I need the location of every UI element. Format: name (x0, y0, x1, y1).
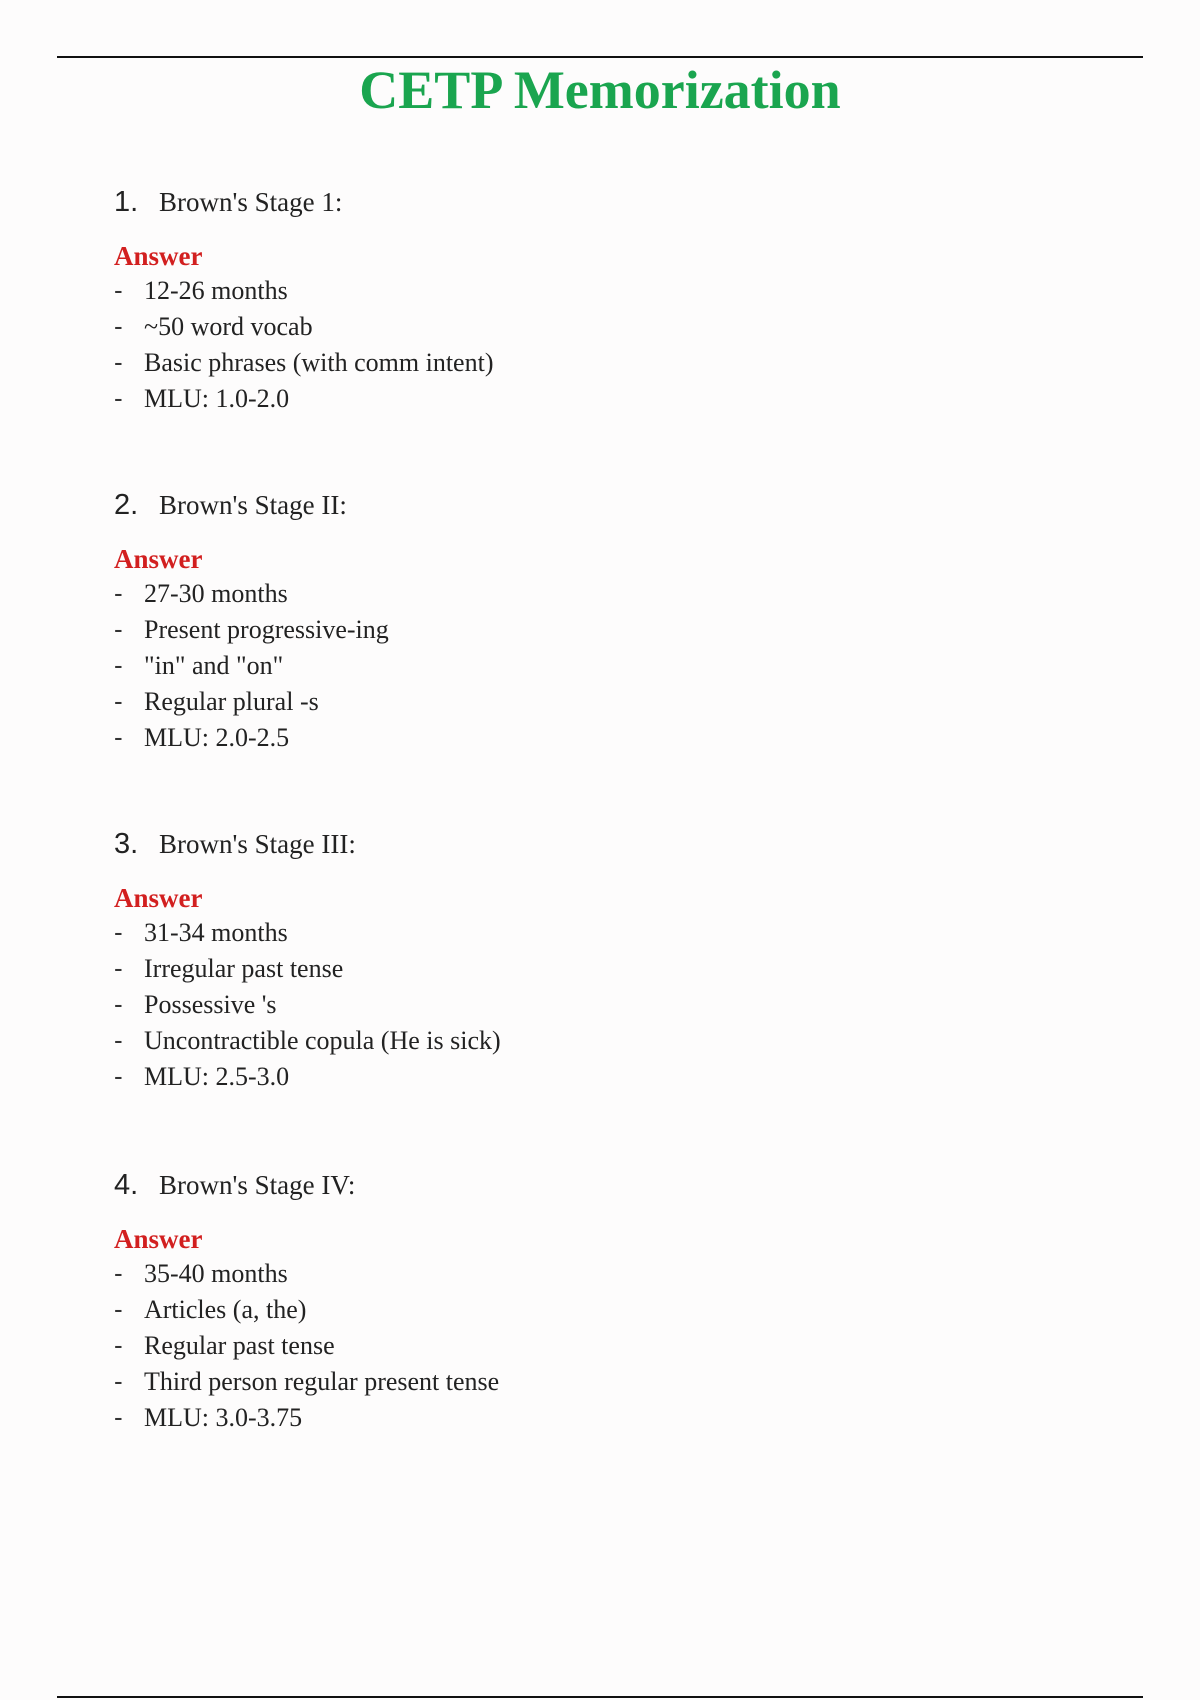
answer-list (114, 1255, 814, 1435)
answer-text: 31-34 months (144, 918, 288, 947)
answer-item (114, 719, 814, 755)
dash-bullet: - (114, 917, 123, 947)
answer-item (114, 683, 814, 719)
question-heading (114, 180, 814, 224)
answer-text: MLU: 1.0-2.0 (144, 384, 290, 413)
dash-bullet: - (114, 1330, 123, 1360)
question-number: 1. (114, 186, 139, 218)
answer-label: Answer (114, 1224, 203, 1254)
dash-bullet: - (114, 1402, 123, 1432)
question-number: 3. (114, 828, 139, 860)
answer-text: Possessive 's (144, 990, 277, 1019)
bottom-rule (57, 1696, 1143, 1698)
answer-item (114, 1327, 814, 1363)
answer-item (114, 272, 814, 308)
question-number: 2. (114, 489, 139, 521)
dash-bullet: - (114, 989, 123, 1019)
answer-text: Present progressive-ing (144, 615, 389, 644)
dash-bullet: - (114, 275, 123, 305)
answer-text: Irregular past tense (144, 954, 344, 983)
dash-bullet: - (114, 650, 123, 680)
answer-text: Basic phrases (with comm intent) (144, 348, 494, 377)
answer-item (114, 647, 814, 683)
question-1 (114, 180, 814, 416)
answer-item (114, 380, 814, 416)
dash-bullet: - (114, 686, 123, 716)
dash-bullet: - (114, 578, 123, 608)
answer-list (114, 575, 814, 755)
answer-item (114, 1255, 814, 1291)
dash-bullet: - (114, 1258, 123, 1288)
dash-bullet: - (114, 383, 123, 413)
answer-item (114, 950, 814, 986)
answer-text: Articles (a, the) (144, 1295, 307, 1324)
answer-text: MLU: 2.5-3.0 (144, 1062, 290, 1091)
answer-item (114, 1291, 814, 1327)
answer-label: Answer (114, 241, 203, 271)
question-text: Brown's Stage 1: (159, 187, 343, 217)
answer-text: 35-40 months (144, 1259, 288, 1288)
dash-bullet: - (114, 311, 123, 341)
question-number: 4. (114, 1169, 139, 1201)
answer-label: Answer (114, 544, 203, 574)
answer-item (114, 914, 814, 950)
dash-bullet: - (114, 614, 123, 644)
question-4 (114, 1163, 814, 1435)
answer-text: MLU: 3.0-3.75 (144, 1403, 303, 1432)
page-title: CETP Memorization (359, 60, 841, 120)
question-text: Brown's Stage II: (159, 490, 347, 520)
dash-bullet: - (114, 953, 123, 983)
answer-item (114, 611, 814, 647)
dash-bullet: - (114, 1366, 123, 1396)
answer-text: ~50 word vocab (144, 312, 313, 341)
answer-item (114, 1022, 814, 1058)
answer-text: MLU: 2.0-2.5 (144, 723, 290, 752)
question-heading (114, 1163, 814, 1207)
question-2 (114, 483, 814, 755)
answer-text: Regular plural -s (144, 687, 319, 716)
question-text: Brown's Stage III: (159, 829, 356, 859)
dash-bullet: - (114, 1025, 123, 1055)
answer-list (114, 914, 814, 1094)
question-text: Brown's Stage IV: (159, 1170, 356, 1200)
answer-text: 27-30 months (144, 579, 288, 608)
question-heading (114, 483, 814, 527)
answer-text: Uncontractible copula (He is sick) (144, 1026, 501, 1055)
answer-item (114, 344, 814, 380)
answer-list (114, 272, 814, 416)
question-heading (114, 822, 814, 866)
dash-bullet: - (114, 347, 123, 377)
dash-bullet: - (114, 722, 123, 752)
answer-text: "in" and "on" (144, 651, 284, 680)
answer-item (114, 308, 814, 344)
answer-item (114, 986, 814, 1022)
answer-text: Third person regular present tense (144, 1367, 500, 1396)
answer-item (114, 575, 814, 611)
dash-bullet: - (114, 1294, 123, 1324)
answer-text: 12-26 months (144, 276, 288, 305)
answer-text: Regular past tense (144, 1331, 335, 1360)
question-3 (114, 822, 814, 1094)
answer-item (114, 1058, 814, 1094)
answer-label: Answer (114, 883, 203, 913)
dash-bullet: - (114, 1061, 123, 1091)
answer-item (114, 1399, 814, 1435)
answer-item (114, 1363, 814, 1399)
